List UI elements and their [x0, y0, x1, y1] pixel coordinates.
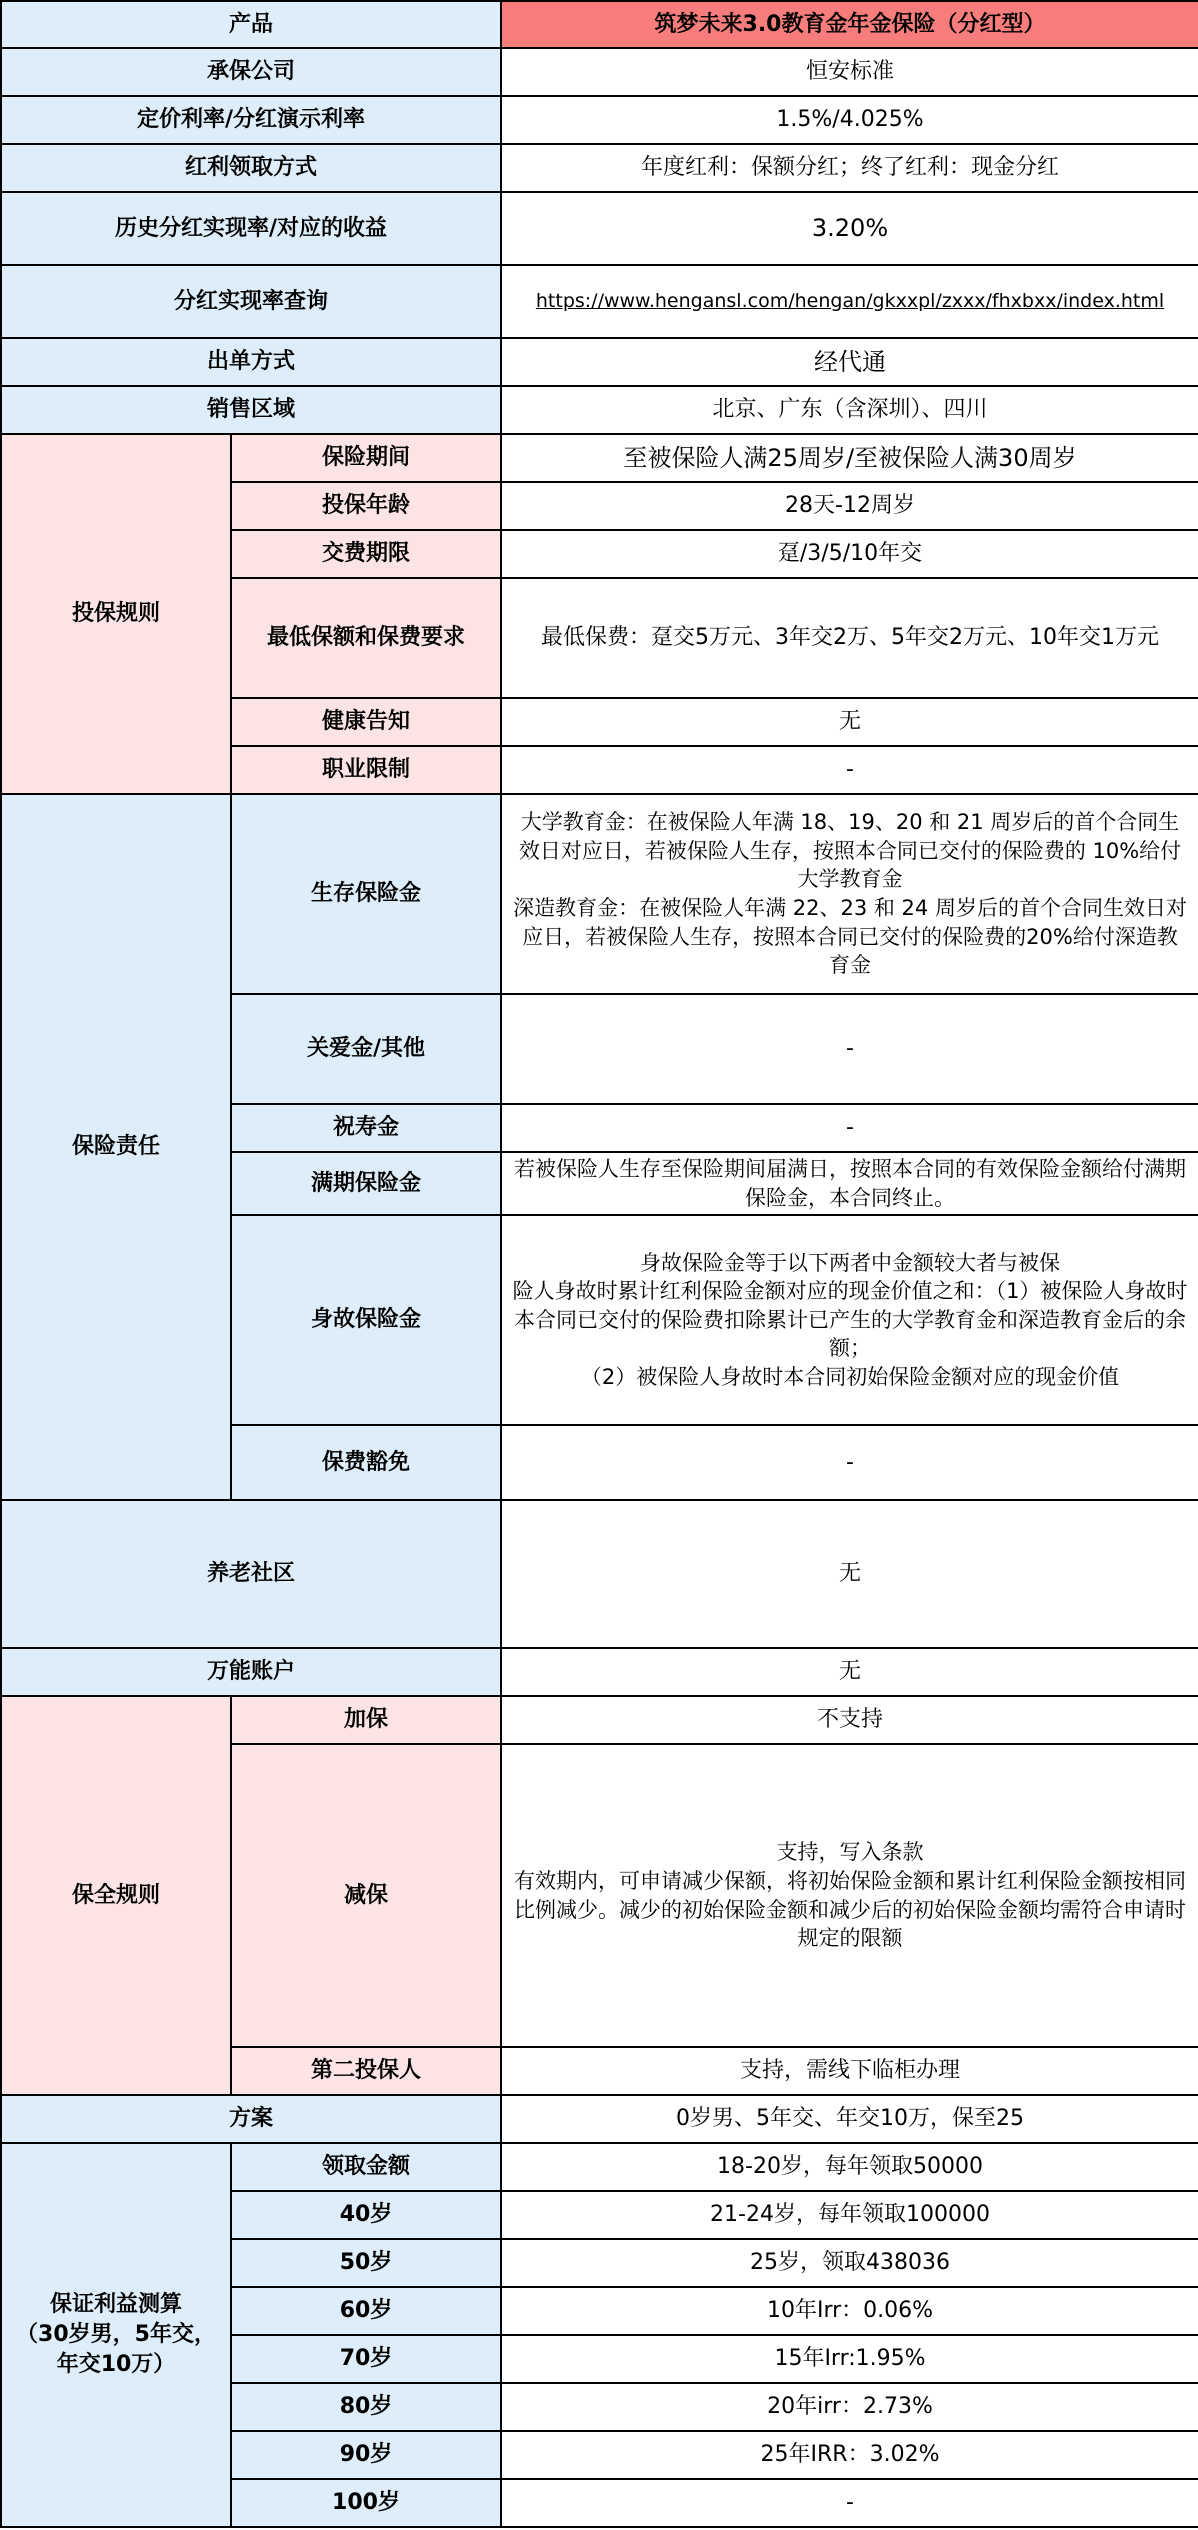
row-label: 承保公司 — [1, 48, 501, 96]
dividend-query-link[interactable]: https://www.hengansl.com/hengan/gkxxpl/zxxx/fhxbxx/index.html — [501, 265, 1198, 338]
row-value: 大学教育金：在被保险人年满 18、19、20 和 21 周岁后的首个合同生效日对应日，若被保险人生存，按照本合同已交付的保险费的 10%给付大学教育金 深造教育金：在被保险人年满 22、23 和 24 周岁后的首个合同生效日对应日，若被保险人生存，按照本合同已交付的保险费的20%给付深造教育金 — [501, 794, 1198, 994]
row-value: - — [501, 994, 1198, 1104]
table-row — [1, 1648, 1198, 1696]
table-row — [1, 96, 1198, 144]
table-row — [1, 1696, 1198, 1744]
table-row — [1, 2095, 1198, 2143]
row-value: 21-24岁，每年领取100000 — [501, 2191, 1198, 2239]
table-row — [1, 1, 1198, 48]
row-value: 25岁，领取438036 — [501, 2239, 1198, 2287]
group-label-liability: 保险责任 — [1, 794, 231, 1500]
row-label: 领取金额 — [231, 2143, 501, 2191]
row-label: 第二投保人 — [231, 2047, 501, 2095]
row-label: 80岁 — [231, 2383, 501, 2431]
row-label: 保费豁免 — [231, 1425, 501, 1500]
row-value: 18-20岁，每年领取50000 — [501, 2143, 1198, 2191]
table-row — [1, 338, 1198, 386]
row-label: 90岁 — [231, 2431, 501, 2479]
row-label: 祝寿金 — [231, 1104, 501, 1152]
table-row — [1, 386, 1198, 434]
row-label: 60岁 — [231, 2287, 501, 2335]
row-value: 0岁男、5年交、年交10万，保至25 — [501, 2095, 1198, 2143]
row-label: 历史分红实现率/对应的收益 — [1, 192, 501, 265]
row-value: 经代通 — [501, 338, 1198, 386]
row-label: 关爱金/其他 — [231, 994, 501, 1104]
row-value: 恒安标准 — [501, 48, 1198, 96]
row-label: 养老社区 — [1, 1500, 501, 1648]
row-label: 万能账户 — [1, 1648, 501, 1696]
row-value: 3.20% — [501, 192, 1198, 265]
row-value: 无 — [501, 1500, 1198, 1648]
product-label: 产品 — [1, 1, 501, 48]
row-value: 若被保险人生存至保险期间届满日，按照本合同的有效保险金额给付满期保险金，本合同终止。 — [501, 1152, 1198, 1215]
table-row — [1, 1500, 1198, 1648]
row-label: 满期保险金 — [231, 1152, 501, 1215]
row-label: 保险期间 — [231, 434, 501, 482]
row-value: 1.5%/4.025% — [501, 96, 1198, 144]
row-value: 不支持 — [501, 1696, 1198, 1744]
row-label: 分红实现率查询 — [1, 265, 501, 338]
row-label: 定价利率/分红演示利率 — [1, 96, 501, 144]
row-value: - — [501, 2479, 1198, 2527]
row-value: 趸/3/5/10年交 — [501, 530, 1198, 578]
row-value: - — [501, 1104, 1198, 1152]
table-row — [1, 434, 1198, 482]
row-label: 加保 — [231, 1696, 501, 1744]
group-label-preserve: 保全规则 — [1, 1696, 231, 2095]
table-row — [1, 192, 1198, 265]
row-label: 出单方式 — [1, 338, 501, 386]
row-value: 支持，写入条款 有效期内，可申请减少保额，将初始保险金额和累计红利保险金额按相同比例减少。减少的初始保险金额和减少后的初始保险金额均需符合申请时规定的限额 — [501, 1744, 1198, 2047]
row-label: 最低保额和保费要求 — [231, 578, 501, 698]
row-label: 职业限制 — [231, 746, 501, 794]
row-label: 40岁 — [231, 2191, 501, 2239]
row-label: 100岁 — [231, 2479, 501, 2527]
row-value: 身故保险金等于以下两者中金额较大者与被保 险人身故时累计红利保险金额对应的现金价值之和：（1）被保险人身故时本合同已交付的保险费扣除累计已产生的大学教育金和深造教育金后的余额； （2）被保险人身故时本合同初始保险金额对应的现金价值 — [501, 1215, 1198, 1425]
row-label: 50岁 — [231, 2239, 501, 2287]
row-value: - — [501, 1425, 1198, 1500]
row-value: 20年irr：2.73% — [501, 2383, 1198, 2431]
row-label: 销售区域 — [1, 386, 501, 434]
table-row — [1, 48, 1198, 96]
row-value: 10年Irr：0.06% — [501, 2287, 1198, 2335]
row-value: 15年Irr:1.95% — [501, 2335, 1198, 2383]
row-value: 支持，需线下临柜办理 — [501, 2047, 1198, 2095]
group-label-benefit: 保证利益测算 （30岁男，5年交， 年交10万） — [1, 2143, 231, 2527]
row-label: 生存保险金 — [231, 794, 501, 994]
table-row — [1, 144, 1198, 192]
row-label: 减保 — [231, 1744, 501, 2047]
row-label: 红利领取方式 — [1, 144, 501, 192]
row-label: 交费期限 — [231, 530, 501, 578]
row-value: 无 — [501, 1648, 1198, 1696]
table-row — [1, 794, 1198, 994]
row-label: 方案 — [1, 2095, 501, 2143]
row-label: 身故保险金 — [231, 1215, 501, 1425]
table-row — [1, 265, 1198, 338]
row-value: - — [501, 746, 1198, 794]
row-label: 70岁 — [231, 2335, 501, 2383]
row-value: 年度红利：保额分红；终了红利：现金分红 — [501, 144, 1198, 192]
row-value: 最低保费：趸交5万元、3年交2万、5年交2万元、10年交1万元 — [501, 578, 1198, 698]
row-value: 无 — [501, 698, 1198, 746]
table-row — [1, 2143, 1198, 2191]
row-value: 至被保险人满25周岁/至被保险人满30周岁 — [501, 434, 1198, 482]
group-label-rules: 投保规则 — [1, 434, 231, 794]
product-name: 筑梦未来3.0教育金年金保险（分红型） — [501, 1, 1198, 48]
row-label: 健康告知 — [231, 698, 501, 746]
row-label: 投保年龄 — [231, 482, 501, 530]
row-value: 28天-12周岁 — [501, 482, 1198, 530]
row-value: 北京、广东（含深圳）、四川 — [501, 386, 1198, 434]
row-value: 25年IRR：3.02% — [501, 2431, 1198, 2479]
